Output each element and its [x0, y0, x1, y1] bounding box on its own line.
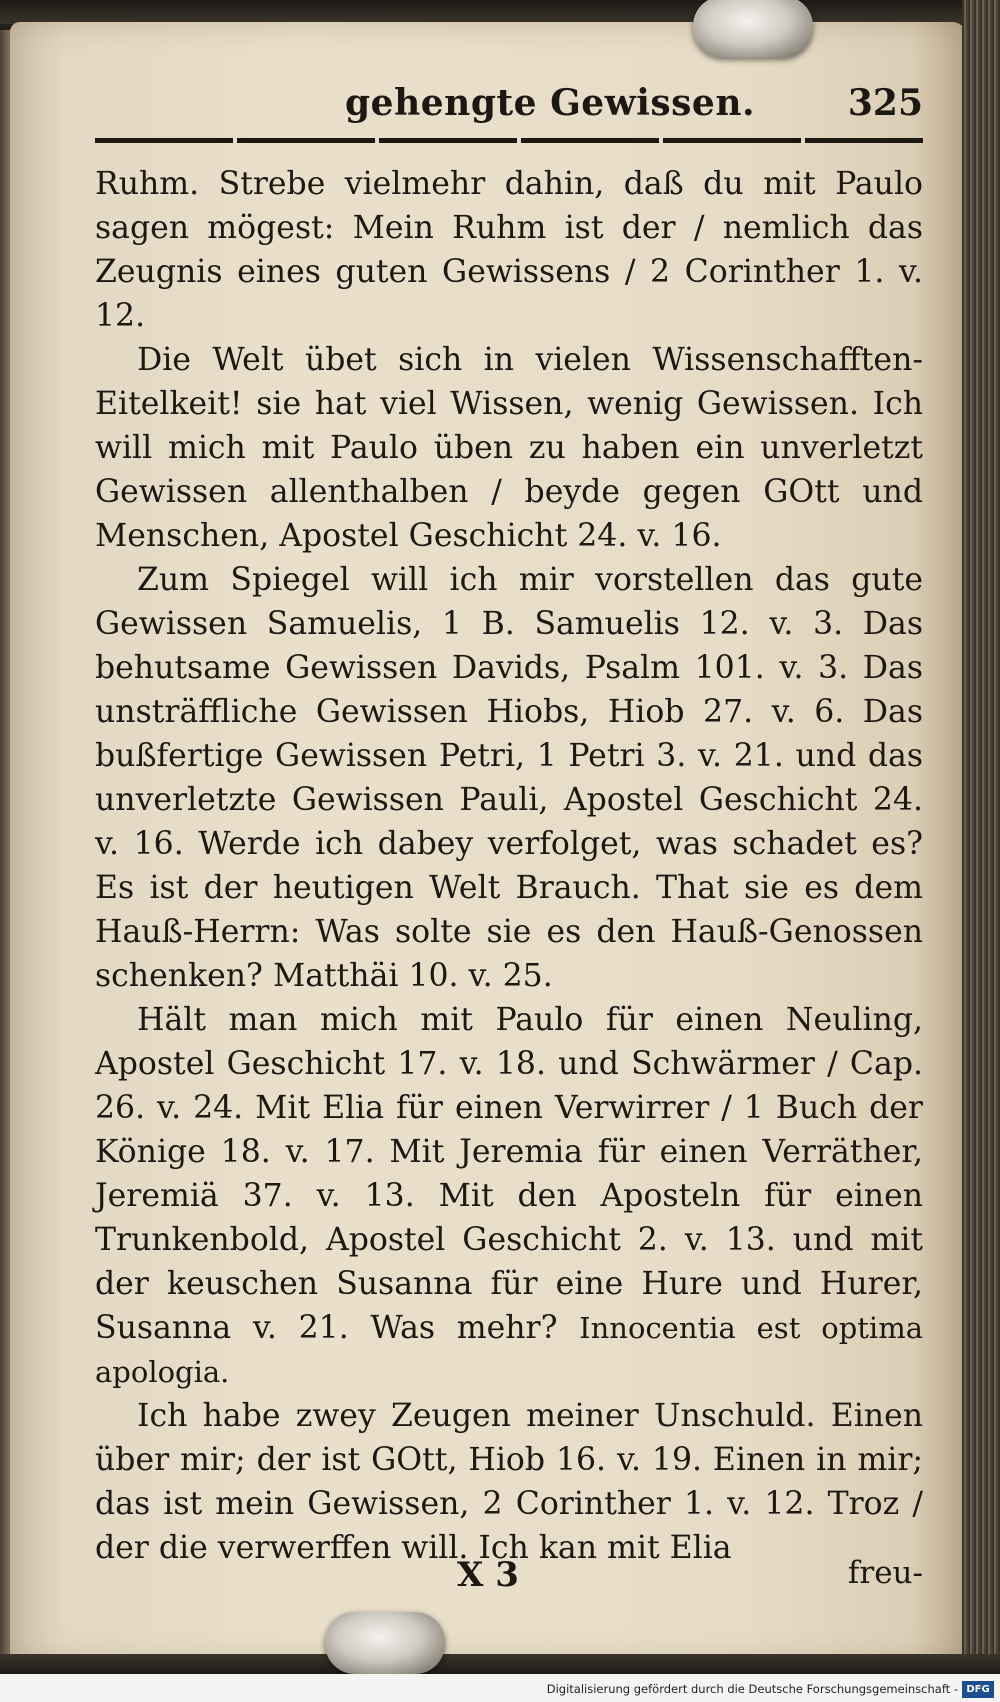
digitization-credit: Digitalisierung gefördert durch die Deutsche Forschungsgemeinschaft - — [546, 1682, 958, 1696]
signature-mark: X 3 — [457, 1555, 519, 1595]
page-block-edges — [962, 0, 1000, 1702]
catchword: freu- — [847, 1555, 923, 1591]
scan-bottom-edge — [0, 1654, 1000, 1674]
paragraph-3: Zum Spiegel will ich mir vorstellen das gute Gewissen Samuelis, 1 B. Samuelis 12. v. 3. Das behutsame Gewissen Davids, Psalm 101. v. 3. Das unsträffliche Gewissen Hiobs, Hiob 27. v. 6. Das bußfertige Gewissen Petri, 1 Petri 3. v. 21. und das unverletzte Gewissen Pauli, Apostel Geschicht 24. v. 16. Werde ich dabey verfolget, was schadet es? Es ist der heutigen Welt Brauch. That sie es dem Hauß-Herrn: Was solte sie es den Hauß-Genossen schenken? Matthäi 10. v. 25. — [95, 562, 923, 994]
paragraph-1: Ruhm. Strebe vielmehr dahin, daß du mit Paulo sagen mögest: Mein Ruhm ist der / nemlich das Zeugnis eines guten Gewissens / 2 Corinther 1. v. 12. — [95, 166, 923, 334]
paragraph-2: Die Welt übet sich in vielen Wissenschafften-Eitelkeit! sie hat viel Wissen, wenig Gewissen. Ich will mich mit Paulo üben zu haben ein unverletzt Gewissen allenthalben / beyde gegen GOtt und Menschen, Apostel Geschicht 24. v. 16. — [95, 342, 923, 554]
body-text — [95, 162, 923, 1570]
page-content — [95, 82, 923, 1595]
paragraph-4 — [95, 998, 923, 1394]
scan-top-edge — [0, 0, 1000, 24]
latin-phrase: Innocentia est optima apologia. — [95, 1311, 923, 1389]
page-clip-bottom — [325, 1612, 445, 1674]
header-rule — [95, 138, 923, 143]
page-footer — [95, 1555, 923, 1599]
paragraph-4-text: Hält man mich mit Paulo für einen Neuling, Apostel Geschicht 17. v. 18. und Schwärmer / Cap. 26. v. 24. Mit Elia für einen Verwirrer / 1 Buch der Könige 18. v. 17. Mit Jeremia für einen Verräther, Jeremiä 37. v. 13. Mit den Aposteln für einen Trunkenbold, Apostel Geschicht 2. v. 13. und mit der keuschen Susanna für eine Hure und Hurer, Susanna v. 21. Was mehr? — [95, 1002, 923, 1346]
dfg-logo: DFG — [962, 1681, 994, 1698]
page-number: 325 — [847, 82, 923, 124]
page-header — [95, 82, 923, 132]
running-title: gehengte Gewissen. — [345, 82, 756, 124]
page-clip-top — [693, 0, 813, 58]
paragraph-5: Ich habe zwey Zeugen meiner Unschuld. Einen über mir; der ist GOtt, Hiob 16. v. 19. Einen in mir; das ist mein Gewissen, 2 Corinther 1. v. 12. Troz / der die verwerffen will. Ich kan mit Elia — [95, 1398, 923, 1566]
credit-bar — [0, 1674, 1000, 1702]
